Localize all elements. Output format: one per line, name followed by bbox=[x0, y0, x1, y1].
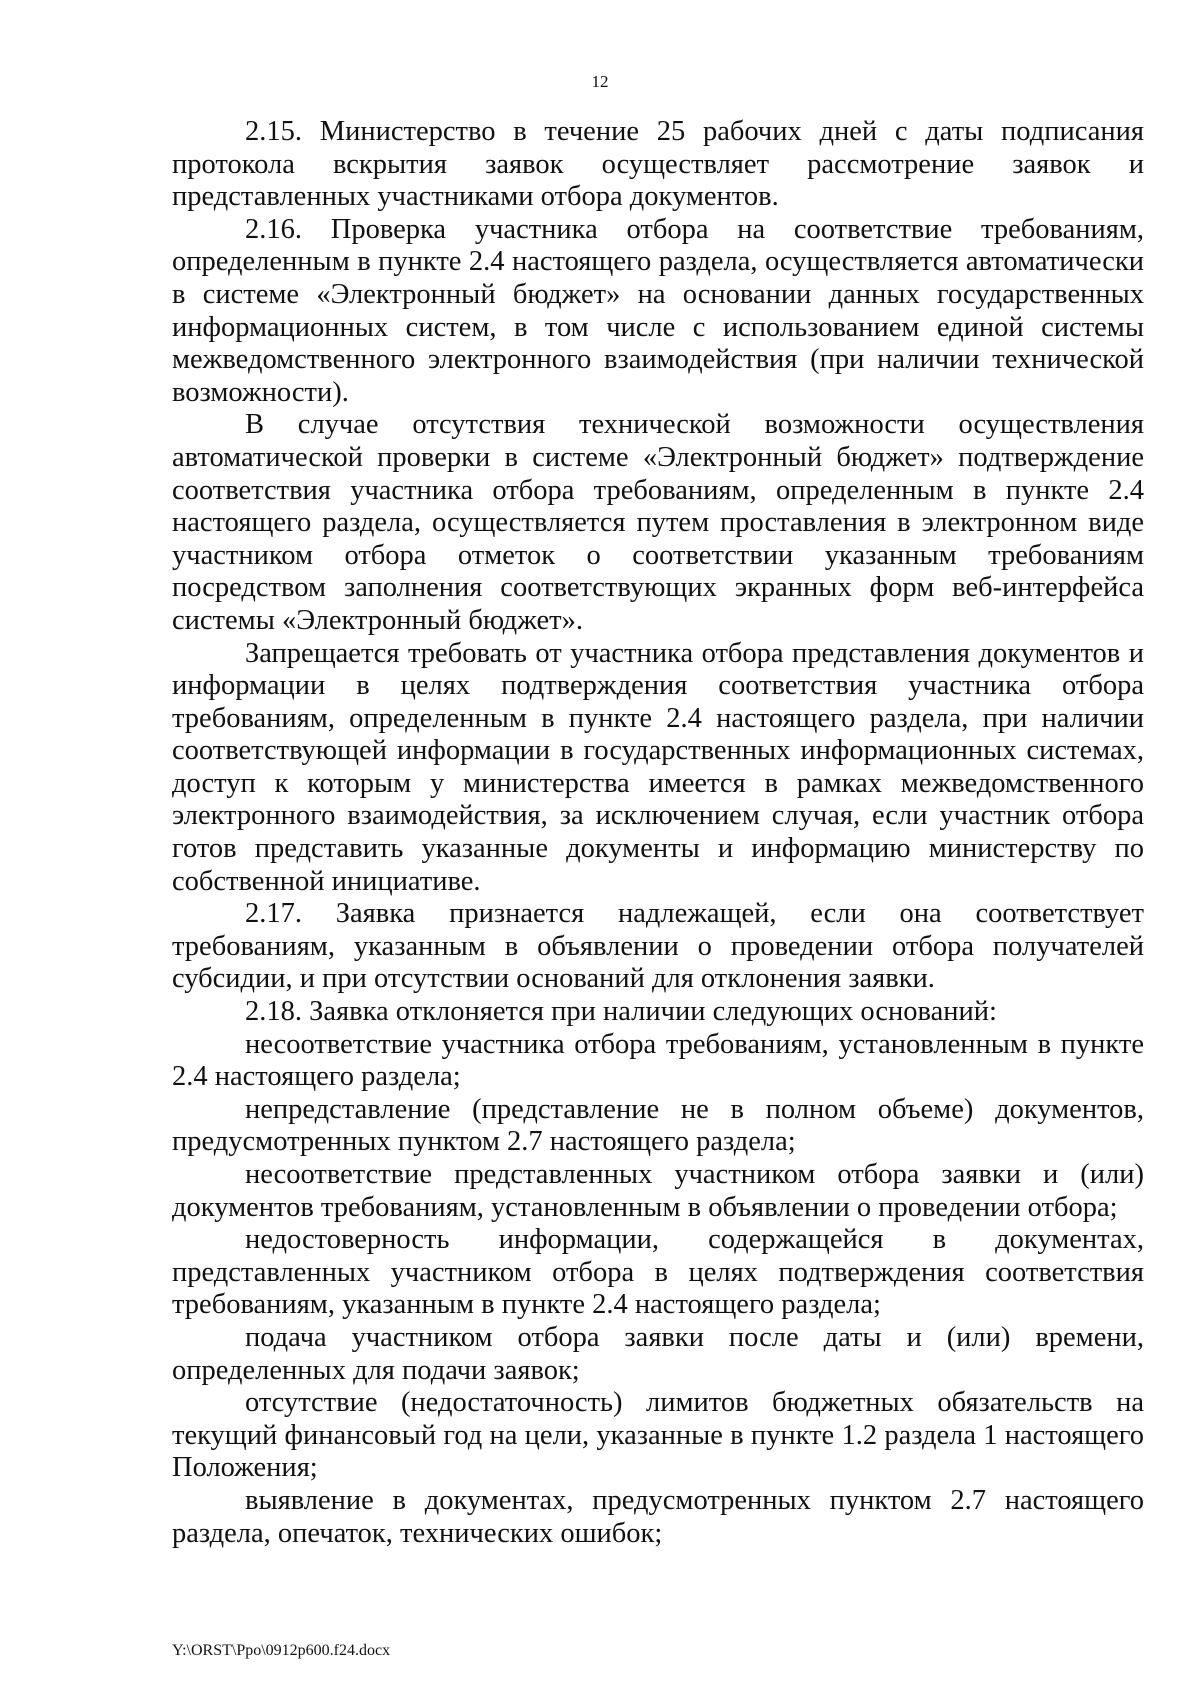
rejection-ground-item: подача участником отбора заявки после даты и (или) времени, определенных для подачи заявок; bbox=[172, 1321, 1144, 1386]
rejection-ground-item: выявление в документах, предусмотренных пунктом 2.7 настоящего раздела, опечаток, технических ошибок; bbox=[172, 1484, 1144, 1549]
paragraph-2-15: 2.15. Министерство в течение 25 рабочих дней с даты подписания протокола вскрытия заявок осуществляет рассмотрение заявок и представленных участниками отбора документов. bbox=[172, 116, 1144, 213]
rejection-ground-item: недостоверность информации, содержащейся в документах, представленных участником отбора в целях подтверждения соответствия требованиям, указанным в пункте 2.4 настоящего раздела; bbox=[172, 1224, 1144, 1321]
paragraph-no-technical-possibility: В случае отсутствия технической возможности осуществления автоматической проверки в системе «Электронный бюджет» подтверждение соответствия участника отбора требованиям, определенным в пункте 2.4 настоящего раздела, осуществляется путем проставления в электронном виде участником отбора отметок о соответствии указанным требованиям посредством заполнения соответствующих экранных форм веб-интерфейса системы «Электронный бюджет». bbox=[172, 409, 1144, 636]
page-number: 12 bbox=[591, 72, 609, 91]
paragraph-2-18: 2.18. Заявка отклоняется при наличии следующих оснований: bbox=[245, 996, 997, 1028]
rejection-ground-item: непредставление (представление не в полном объеме) документов, предусмотренных пунктом 2.7 настоящего раздела; bbox=[172, 1093, 1144, 1158]
rejection-ground-item: несоответствие участника отбора требованиям, установленным в пункте 2.4 настоящего раздела; bbox=[172, 1028, 1144, 1093]
paragraph-2-16: 2.16. Проверка участника отбора на соответствие требованиям, определенным в пункте 2.4 настоящего раздела, осуществляется автоматически в системе «Электронный бюджет» на основании данных государственных информационных систем, в том числе с использованием единой системы межведомственного электронного взаимодействия (при наличии технической возможности). bbox=[172, 213, 1144, 408]
paragraph-prohibition: Запрещается требовать от участника отбора представления документов и информации в целях подтверждения соответствия участника отбора требованиям, определенным в пункте 2.4 настоящего раздела, при наличии соответствующей информации в государственных информационных системах, доступ к которым у министерства имеется в рамках межведомственного электронного взаимодействия, за исключением случая, если участник отбора готов представить указанные документы и информацию министерству по собственной инициативе. bbox=[172, 637, 1144, 897]
document-body bbox=[172, 116, 1144, 1550]
rejection-ground-item: несоответствие представленных участником отбора заявки и (или) документов требованиям, установленным в объявлении о проведении отбора; bbox=[172, 1159, 1144, 1223]
rejection-ground-item: отсутствие (недостаточность) лимитов бюджетных обязательств на текущий финансовый год на цели, указанные в пункте 1.2 раздела 1 настоящего Положения; bbox=[172, 1387, 1144, 1484]
file-path-footer: Y:\ORST\Ppo\0912p600.f24.docx bbox=[172, 1642, 391, 1659]
paragraph-2-17: 2.17. Заявка признается надлежащей, если она соответствует требованиям, указанным в объявлении о проведении отбора получателей субсидии, и при отсутствии оснований для отклонения заявки. bbox=[172, 898, 1144, 995]
